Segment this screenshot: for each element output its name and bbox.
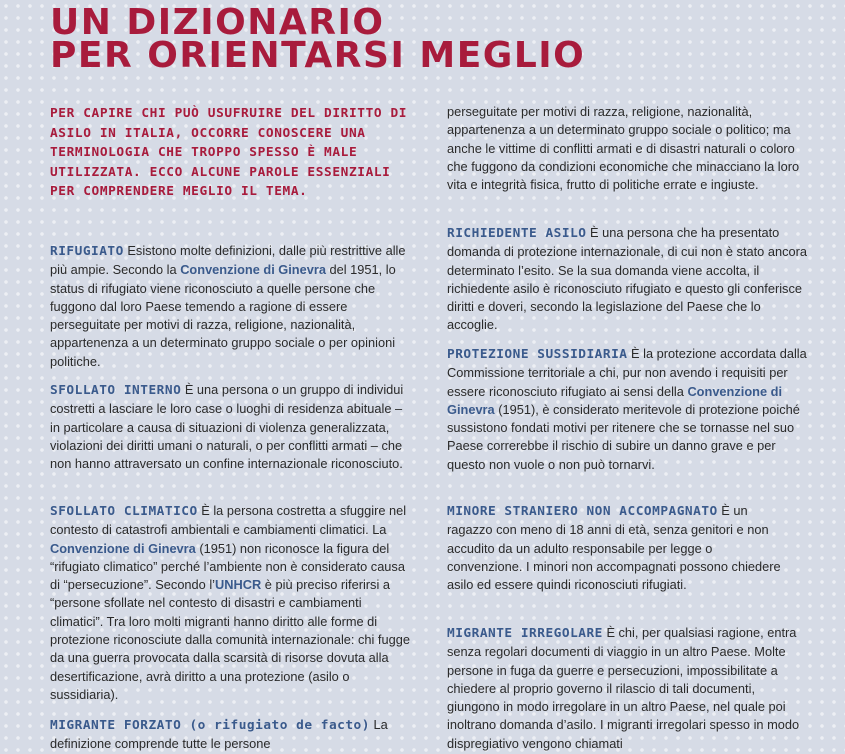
term-sfollato-climatico: SFOLLATO CLIMATICO [50, 504, 198, 519]
entry-rifugiato [50, 242, 415, 371]
definition-text: È un ragazzo con meno di 18 anni di età, senza genitori e non accudito da un adulto responsabile per legge o convenzione. I minori non accompagnati possono chiedere asilo ed essere quindi riconosciuti rifugiati. [447, 503, 781, 593]
term-protezione-sussidiaria: PROTEZIONE SUSSIDIARIA [447, 347, 628, 362]
entry-protezione-sussidiaria [447, 345, 807, 474]
entry-migrante-irregolare [447, 624, 807, 753]
term-richiedente-asilo: RICHIEDENTE ASILO [447, 226, 587, 241]
term-migrante-irregolare: MIGRANTE IRREGOLARE [447, 626, 603, 641]
definition-text: (1951), è considerato meritevole di protezione poiché sussistono fondati motivi per ritenere che se tornasse nel suo Paese correrebbe il rischio di subire un danno grave e per questo non vuole o non può tornarvi. [447, 401, 800, 472]
entry-migrante-forzato [50, 716, 415, 754]
intro-text: PER CAPIRE CHI PUÒ USUFRUIRE DEL DIRITTO DI ASILO IN ITALIA, OCCORRE CONOSCERE UNA TERMINOLOGIA CHE TROPPO SPESSO È MALE UTILIZZATA. ECCO ALCUNE PAROLE ESSENZIALI PER COMPRENDERE MEGLIO IL TEMA. [50, 106, 408, 199]
reference-convenzione-ginevra: Convenzione di Ginevra [50, 540, 196, 556]
reference-convenzione-ginevra: Convenzione di Ginevra [180, 262, 326, 278]
definition-text: (1951) non riconosce la figura del “rifugiato climatico” perché l’ambiente non è considerato causa di “persecuzione”. Secondo l’ [50, 540, 405, 593]
entry-continuation: perseguitate per motivi di razza, religione, nazionalità, appartenenza a un determinato gruppo sociale o politico; ma anche le vittime di conflitti armati e di disastri naturali o coloro che fuggono da condizioni economiche che minacciano la loro vita e integrità fisica, frutto di politiche errate e ingiuste. [447, 104, 800, 193]
reference-unhcr: UNHCR [215, 577, 262, 593]
definition-text: è più preciso riferirsi a “persone sfollate nel contesto di disastri e cambiamenti climatici”. Tra loro molti migranti hanno diritto alle forme di protezione riconosciute dalla comunità internazionale: chi fugge da una guerra provocata dalla scarsità di risorse dovuta alla desertificazione, avrà diritto a una protezione (asilo o sussidiaria). [50, 577, 410, 702]
definition-text: È una persona che ha presentato domanda di protezione internazionale, di cui non è stato ancora determinato l’esito. Se la sua domanda viene accolta, il richiedente asilo è riconosciuto rifugiato e questo gli conferisce diritti e doveri, secondo la legislazione del Paese che lo accoglie. [447, 225, 807, 333]
term-minore-straniero: MINORE STRANIERO NON ACCOMPAGNATO [447, 504, 718, 519]
reference-convenzione-ginevra: Convenzione di Ginevra [447, 383, 782, 417]
term-sfollato-interno: SFOLLATO INTERNO [50, 383, 182, 398]
definition-text: Esistono molte definizioni, dalle più restrittive alle più ampie. Secondo la [50, 243, 406, 278]
entry-minore-straniero [447, 502, 787, 594]
definition-text: È la protezione accordata dalla Commissione territoriale a chi, pur non avendo i requisiti per essere riconosciuto rifugiato ai sensi della [447, 346, 807, 399]
definition-text: È la persona costretta a sfuggire nel contesto di catastrofi ambientali e cambiamenti climatici. La [50, 503, 407, 538]
page-title [50, 2, 586, 76]
definition-text: del 1951, lo status di rifugiato viene riconosciuto a quelle persone che fuggono dal loro Paese temendo a ragione di essere perseguitate per motivi di razza, religione, nazionalità, appartenenza a un determinato gruppo sociale o per opinioni politiche. [50, 262, 396, 369]
entry-sfollato-climatico [50, 502, 417, 704]
definition-text: È chi, per qualsiasi ragione, entra senza regolari documenti di viaggio in un altro Paese. Molte persone in fuga da guerre e persecuzioni, impossibilitate a chiedere al proprio governo il rilascio di tali documenti, giungono in modo irregolare in un altro Paese, nel quale poi inoltrano domanda d’asilo. I migranti irregolari spesso in modo dispregiativo vengono chiamati [447, 625, 800, 751]
title-line-2: PER ORIENTARSI MEGLIO [50, 35, 586, 76]
definition-text: È una persona o un gruppo di individui costretti a lasciare le loro case o luoghi di residenza abituale – in particolare a causa di situazioni di violenza generalizzata, violazioni dei diritti umani o naturali, o per conflitti armati – che non hanno attraversato un confine internazionale riconosciuto. [50, 382, 404, 472]
definition-text: La definizione comprende tutte le persone [50, 717, 388, 752]
entry-richiedente-asilo [447, 224, 807, 335]
term-rifugiato: RIFUGIATO [50, 244, 124, 259]
entry-sfollato-interno [50, 381, 415, 473]
title-line-1: UN DIZIONARIO [50, 2, 385, 43]
term-migrante-forzato: MIGRANTE FORZATO (o rifugiato de facto) [50, 718, 370, 733]
